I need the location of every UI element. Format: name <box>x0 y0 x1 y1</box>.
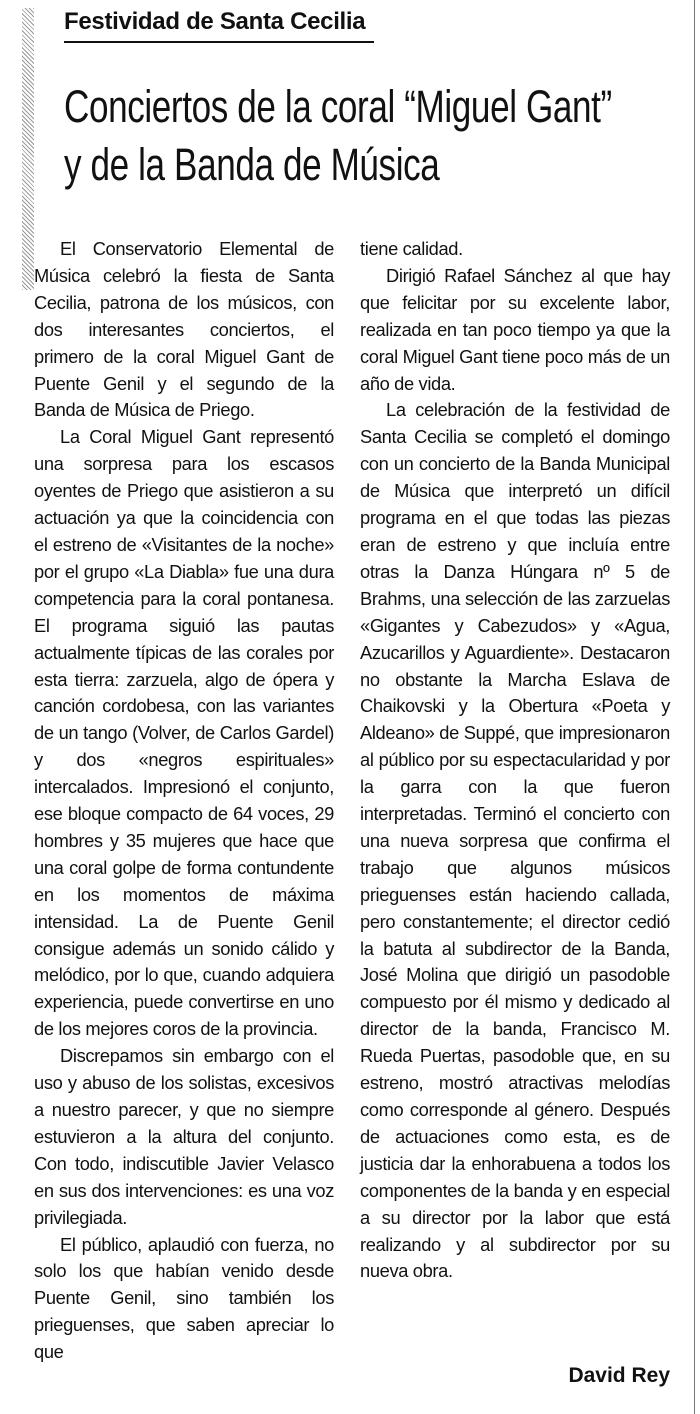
headline <box>64 78 612 194</box>
paragraph: El público, aplaudió con fuerza, no solo los que habían venido desde Puente Genil, sino también los prieguenses, que saben apreciar lo que <box>34 1233 334 1363</box>
author-byline: David Rey <box>568 1364 670 1387</box>
paragraph: El Conservatorio Elemental de Música celebró la fiesta de Santa Cecilia, patrona de los músicos, con dos interesantes conciertos, el primero de la coral Miguel Gant de Puente Genil y el segundo de la Banda de Música de Priego. <box>34 238 334 421</box>
paragraph: Dirigió Rafael Sánchez al que hay que felicitar por su excelente labor, realizada en tan poco tiempo ya que la coral Miguel Gant tiene poco más de un año de vida. <box>360 264 670 394</box>
section-title: Festividad de Santa Cecilia <box>64 6 374 43</box>
paragraph: Discrepamos sin embargo con el uso y abuso de los solistas, excesivos a nuestro parecer, y que no siempre estuvieron a la altura del conjunto. Con todo, indiscutible Javier Velasco en sus dos intervenciones: es una voz privilegiada. <box>34 1045 334 1228</box>
paragraph: La celebración de la festividad de Santa Cecilia se completó el domingo con un concierto de la Banda Municipal de Música que interpretó un difícil programa en el que todas las piezas eran de estreno y que incluía entre otras la Danza Húngara nº 5 de Brahms, una selección de las zarzuelas «Gigantes y Cabezudos» y «Agua, Azucarillos y Aguardiente». Destacaron no obstante la Marcha Eslava de Chaikovski y la Obertura «Poeta y Aldeano» de Suppé, que impresionaron al público por su espectacularidad y por la garra con la que fueron interpretadas. Terminó el concierto con una nueva sorpresa que confirma el trabajo que algunos músicos prieguenses están haciendo callada, pero constantemente; el director cedió la batuta al subdirector de la Banda, José Molina que dirigió un pasodoble compuesto por él mismo y dedicado al director de la banda, Francisco M. Rueda Puertas, pasodoble que, en su estreno, mostró atractivas melodías como corresponde al género. Después de actuaciones como esta, es de justicia dar la enhorabuena a todos los componentes de la banda y en especial a su director por la labor que está realizando y al subdirector por su nueva obra. <box>360 399 670 1282</box>
article-column-2 <box>360 236 670 1285</box>
paragraph: tiene calidad. <box>360 238 463 259</box>
headline-line-1: Conciertos de la coral “Miguel Gant” <box>64 81 612 132</box>
headline-line-2: y de la Banda de Música <box>64 139 440 190</box>
decorative-stripe <box>22 8 34 290</box>
paragraph: La Coral Miguel Gant representó una sorpresa para los escasos oyentes de Priego que asistieron a su actuación ya que la coincidencia con el estreno de «Visitantes de la noche» por el grupo «La Diabla» fue una dura competencia para la coral pontanesa. El programa siguió las pautas actualmente típicas de las corales por esta tierra: zarzuela, algo de ópera y canción cordobesa, con las variantes de un tango (Volver, de Carlos Gardel) y dos «negros espirituales» intercalados. Impresionó el conjunto, ese bloque compacto de 64 voces, 29 hombres y 35 mujeres que hace que una coral golpe de forma contundente en los momentos de máxima intensidad. La de Puente Genil consigue además un sonido cálido y melódico, por lo que, cuando adquiera experiencia, puede convertirse en uno de los mejores coros de la provincia. <box>34 426 334 1040</box>
column-rule <box>694 0 695 1414</box>
article-column-1 <box>34 236 334 1366</box>
